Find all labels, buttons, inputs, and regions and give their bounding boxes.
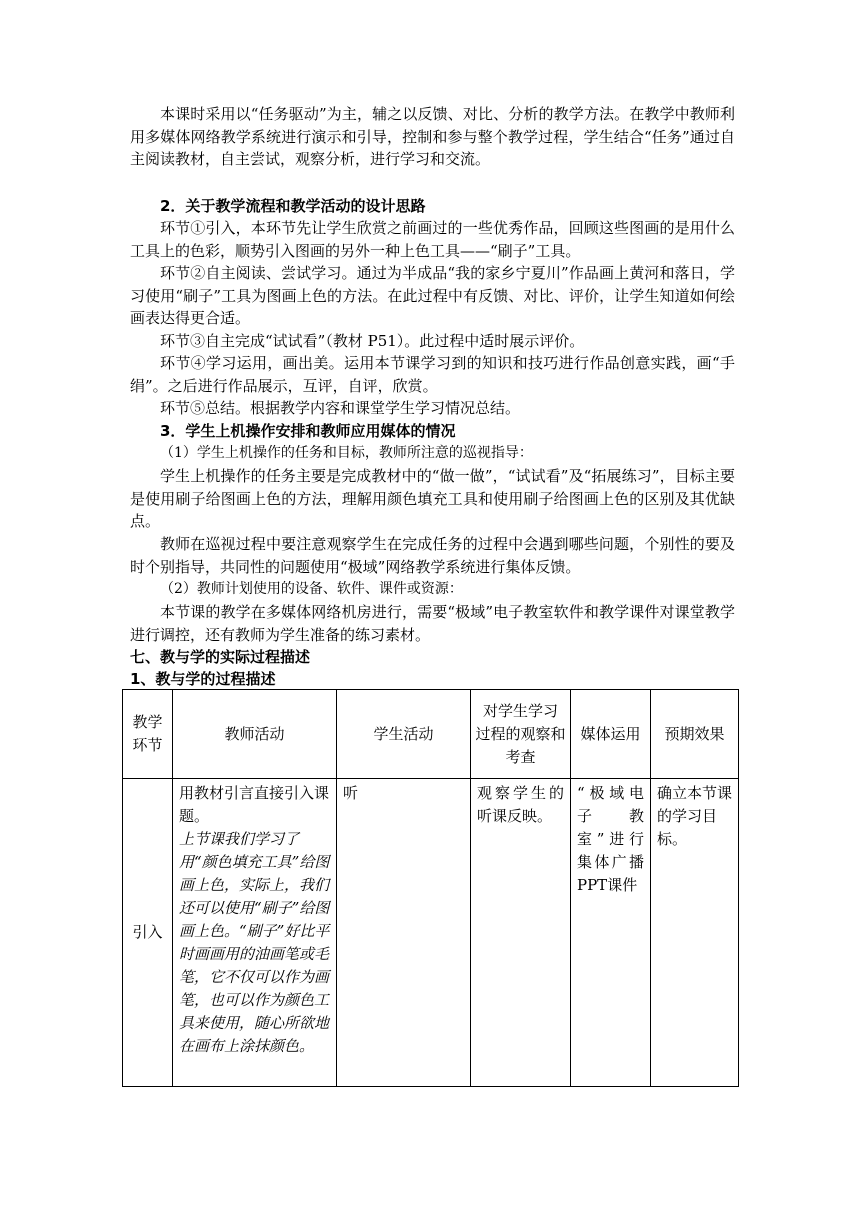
header-student-activity: 学生活动 [337,690,471,779]
teaching-process-table [122,689,739,1087]
heading-section-seven: 七、教与学的实际过程描述 [130,648,311,666]
cell-stage: 引入 [123,779,173,1087]
paragraph-teacher-patrol: 教师在巡视过程中要注意观察学生在完成任务的过程中会遇到哪些问题，个别性的要及时个别指导，共同性的问题使用“极域”网络教学系统进行集体反馈。 [130,535,735,576]
cell-effect: 确立本节课的学习目标。 [651,779,739,1087]
header-stage: 教学环节 [123,690,173,779]
paragraph-teaching-method: 本课时采用以“任务驱动”为主，辅之以反馈、对比、分析的教学方法。在教学中教师利用多媒体网络教学系统进行演示和引导，控制和参与整个教学过程，学生结合“任务”通过自主阅读教材，自主尝试，观察分析，进行学习和交流。 [130,105,735,168]
header-media: 媒体运用 [571,690,651,779]
subheading-teacher-resources: （2）教师计划使用的设备、软件、课件或资源： [160,581,463,597]
paragraph-step-5: 环节⑤总结。根据教学内容和课堂学生学习情况总结。 [160,399,521,417]
paragraph-teacher-resources: 本节课的教学在多媒体网络机房进行，需要“极域”电子教室软件和教学课件对课堂教学进行调控，还有教师为学生准备的练习素材。 [130,603,735,644]
cell-observation: 观察学生的听课反映。 [471,779,571,1087]
paragraph-step-2: 环节②自主阅读、尝试学习。通过为半成品“我的家乡宁夏川”作品画上黄河和落日，学习使用“刷子”工具为图画上色的方法。在此过程中有反馈、对比、评价，让学生知道如何绘画表达得更合适。 [130,264,735,327]
paragraph-step-1: 环节①引入，本环节先让学生欣赏之前画过的一些优秀作品，回顾这些图画的是用什么工具上的色彩，顺势引入图画的另外一种上色工具——“刷子”工具。 [130,219,735,260]
header-effect: 预期效果 [651,690,739,779]
paragraph-student-tasks: 学生上机操作的任务主要是完成教材中的“做一做”，“试试看”及“拓展练习”，目标主要是使用刷子给图画上色的方法，理解用颜色填充工具和使用刷子给图画上色的区别及其优缺点。 [130,467,735,530]
teacher-activity-script: 上节课我们学习了用“颜色填充工具”给图画上色，实际上，我们还可以使用“刷子”给图画上色。“刷子”好比平时画画用的油画笔或毛笔，它不仅可以作为画笔，也可以作为颜色工具来使用，随心所欲地在画布上涂抹颜色。 [179,830,330,1055]
cell-teacher-activity [173,779,337,1087]
table-row [123,779,739,1087]
header-observation: 对学生学习 过程的观察和考查 [471,690,571,779]
cell-media: “极域电子教室”进行集体广播PPT课件 [571,779,651,1087]
paragraph-step-3: 环节③自主完成“试试看”（教材 P51）。此过程中适时展示评价。 [160,332,585,350]
paragraph-step-4: 环节④学习运用，画出美。运用本节课学习到的知识和技巧进行作品创意实践，画“手绢”。之后进行作品展示，互评，自评，欣赏。 [130,354,735,395]
heading-student-operation: 3．学生上机操作安排和教师应用媒体的情况 [160,422,456,440]
table-header-row [123,690,739,779]
subheading-student-tasks: （1）学生上机操作的任务和目标，教师所注意的巡视指导： [160,445,533,461]
cell-student-activity: 听 [337,779,471,1087]
heading-process-description: 1、教与学的过程描述 [130,670,276,688]
teacher-activity-intro: 用教材引言直接引入课题。 [179,784,330,825]
heading-teaching-flow: 2．关于教学流程和教学活动的设计思路 [160,197,426,215]
header-teacher-activity: 教师活动 [173,690,337,779]
